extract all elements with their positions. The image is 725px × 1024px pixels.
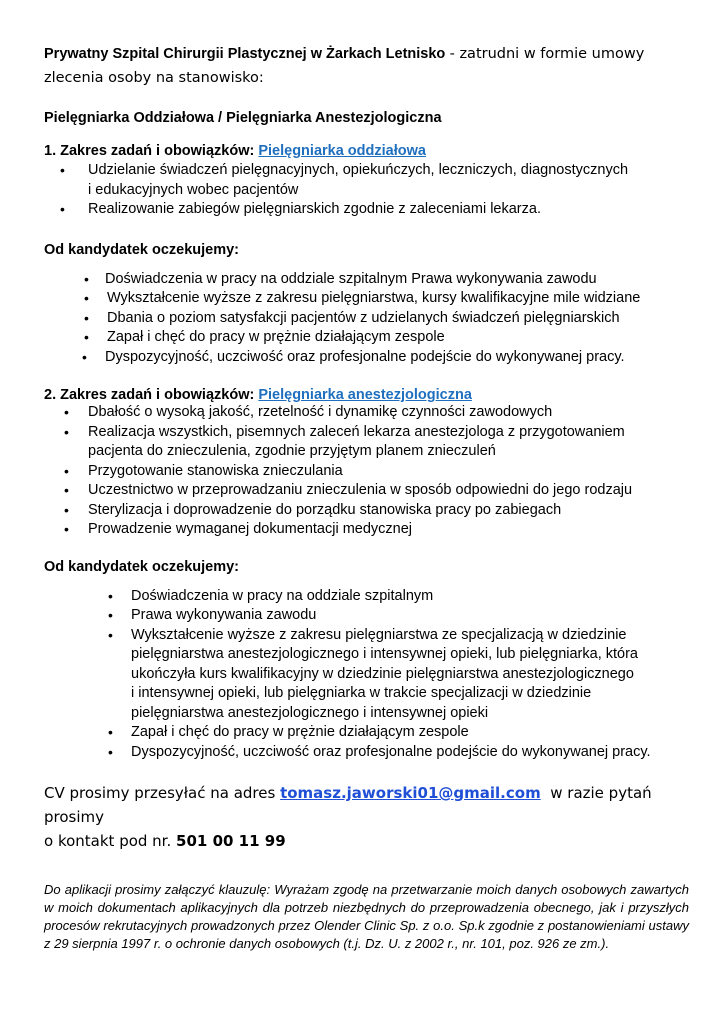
section2-requirements-heading: Od kandydatek oczekujemy: [44, 558, 240, 575]
bullet-icon: • [64, 462, 69, 479]
bullet-icon: • [84, 329, 89, 345]
list-item-continuation: ukończyła kurs kwalifikacyjny w dziedzinie pielęgniarstwa anestezjologicznego [131, 665, 634, 682]
list-item: • Zapał i chęć do pracy w prężnie działającym zespole [44, 328, 689, 348]
consent-clause: Do aplikacji prosimy załączyć klauzulę: Wyrażam zgodę na przetwarzanie moich danych osobowych zawartych w moich dokumentach aplikacyjnych dla potrzeb niezbędnych do przeprowadzenia obecnego, jak i przyszłych procesów rekrutacyjnych prowadzonych przez Olender Clinic Sp. z o.o. Sp.k zgodnie z postanowieniami ustawy z 29 sierpnia 1997 r. o ochronie danych osobowych (t.j. Dz. U. z 2002 r., nr. 101, poz. 926 ze zm.). [44, 882, 689, 951]
list-item: • Doświadczenia w pracy na oddziale szpitalnym Prawa wykonywania zawodu [44, 270, 689, 290]
phone-number: 501 00 11 99 [176, 832, 286, 850]
list-item-continuation: pielęgniarstwa anestezjologicznego i intensywnej opieki [131, 704, 489, 721]
bullet-icon: • [64, 404, 69, 420]
list-item-continuation: i intensywnej opieki, lub pielęgniarka w trakcie specjalizacji w dziedzinie [131, 685, 592, 701]
section1-requirements [44, 270, 689, 368]
intro-rest: - zatrudni w formie umowy [449, 46, 645, 62]
contact-info [44, 781, 689, 853]
contact-suffix: w razie pytań prosimy [44, 784, 652, 826]
bullet-icon: • [64, 482, 69, 498]
bullet-icon: • [82, 348, 87, 365]
list-item-continuation: pielęgniarstwa anestezjologicznego i intensywnej opieki, lub pielęgniarka, która [131, 646, 638, 662]
bullet-icon: • [108, 743, 113, 760]
section1-requirements-heading: Od kandydatek oczekujemy: [44, 241, 240, 258]
section1-heading-label: 1. Zakres zadań i obowiązków: [44, 143, 255, 159]
list-item-continuation: i edukacyjnych wobec pacjentów [88, 181, 299, 198]
bullet-icon: • [84, 309, 89, 326]
list-item: • Doświadczenia w pracy na oddziale szpitalnym [44, 587, 689, 607]
section1-link[interactable]: Pielęgniarka oddziałowa [258, 143, 426, 159]
list-item: • Prawa wykonywania zawodu [44, 606, 689, 626]
bullet-icon: • [64, 501, 69, 518]
intro-line2: zlecenia osoby na stanowisko: [44, 70, 264, 86]
list-item: • Prowadzenie wymaganej dokumentacji medycznej [44, 520, 689, 540]
list-item: • Dyspozycyjność, uczciwość oraz profesjonalne podejście do wykonywanej pracy. [44, 348, 689, 368]
section2-link[interactable]: Pielęgniarka anestezjologiczna [258, 387, 472, 403]
list-item: • Realizacja wszystkich, pisemnych zaleceń lekarza anestezjologa z przygotowaniem [44, 423, 689, 443]
section1-duties [44, 161, 689, 220]
list-item: • Przygotowanie stanowiska znieczulania [44, 462, 689, 482]
list-item-continuation: pacjenta do znieczulenia, zgodnie przyjętym planem znieczuleń [88, 443, 496, 459]
contact-prefix: CV prosimy przesyłać na adres [44, 784, 276, 802]
bullet-icon: • [60, 201, 65, 217]
section2-heading [44, 387, 689, 403]
bullet-icon: • [60, 162, 65, 178]
bullet-icon: • [108, 724, 113, 740]
list-item: • Dbałość o wysoką jakość, rzetelność i dynamikę czynności zawodowych [44, 403, 689, 423]
job-posting [44, 42, 689, 953]
list-item: • Uczestnictwo w przeprowadzaniu znieczulenia w sposób odpowiedni do jego rodzaju [44, 481, 689, 501]
list-item: • Zapał i chęć do pracy w prężnie działającym zespole [44, 723, 689, 743]
list-item: • Udzielanie świadczeń pielęgnacyjnych, opiekuńczych, leczniczych, diagnostycznych [44, 161, 689, 181]
list-item: • Wykształcenie wyższe z zakresu pielęgniarstwa ze specjalizacją w dziedzinie [44, 626, 689, 646]
bullet-icon: • [108, 607, 113, 623]
contact-line2-prefix: o kontakt pod nr. [44, 832, 172, 850]
list-item: • Realizowanie zabiegów pielęgniarskich zgodnie z zaleceniami lekarza. [44, 200, 689, 220]
bullet-icon: • [84, 270, 89, 287]
bullet-icon: • [108, 626, 113, 643]
section2-heading-label: 2. Zakres zadań i obowiązków: [44, 387, 255, 403]
bullet-icon: • [108, 587, 113, 604]
section2-requirements [44, 587, 689, 763]
list-item: • Sterylizacja i doprowadzenie do porządku stanowiska pracy po zabiegach [44, 501, 689, 521]
section2-duties [44, 403, 689, 540]
bullet-icon: • [84, 290, 89, 306]
list-item: • Dbania o poziom satysfakcji pacjentów z udzielanych świadczeń pielęgniarskich [44, 309, 689, 329]
hospital-name: Prywatny Szpital Chirurgii Plastycznej w Żarkach Letnisko [44, 46, 446, 62]
bullet-icon: • [64, 521, 69, 537]
position-title: Pielęgniarka Oddziałowa / Pielęgniarka Anestezjologiczna [44, 110, 442, 126]
bullet-icon: • [64, 423, 69, 440]
intro [44, 42, 689, 90]
list-item: • Wykształcenie wyższe z zakresu pielęgniarstwa, kursy kwalifikacyjne mile widziane [44, 289, 689, 309]
list-item: • Dyspozycyjność, uczciwość oraz profesjonalne podejście do wykonywanej pracy. [44, 743, 689, 763]
email-link[interactable]: tomasz.jaworski01@gmail.com [280, 784, 541, 802]
section1-heading [44, 143, 689, 159]
